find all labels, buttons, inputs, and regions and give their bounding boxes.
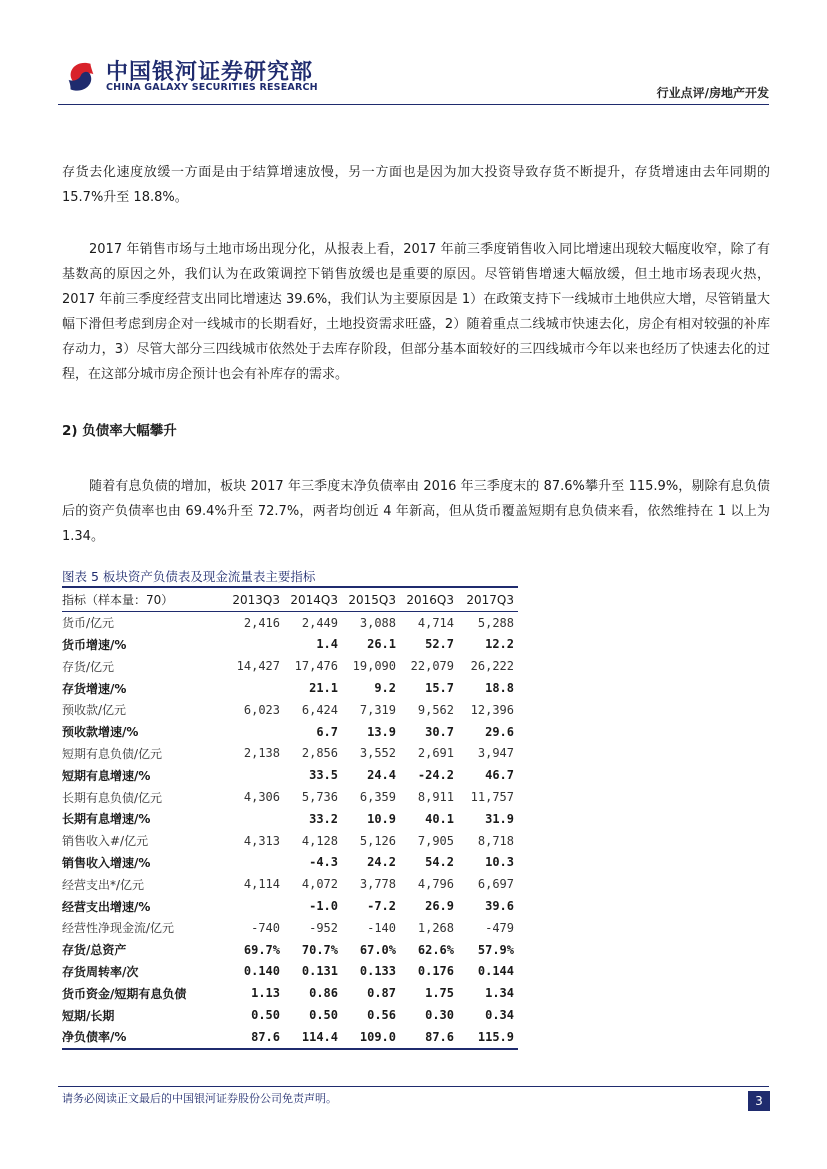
table-cell: 2,416 (243, 615, 280, 630)
page-number: 3 (748, 1091, 770, 1111)
table-cell: 115.9 (458, 1026, 518, 1049)
table-cell: -952 (309, 920, 338, 935)
row-label: 短期有息负债/亿元 (62, 746, 163, 761)
table-row (62, 982, 518, 1004)
table-cell: 7,905 (417, 833, 454, 848)
table-cell: -1.0 (309, 899, 338, 914)
table-cell (224, 808, 284, 830)
table-cell: 109.0 (342, 1026, 400, 1049)
table-row (62, 699, 518, 721)
row-label: 短期/长期 (62, 1008, 115, 1023)
table-cell: 2,691 (417, 746, 454, 761)
table-cell: 3,947 (477, 746, 514, 761)
table-cell: 8,911 (417, 790, 454, 805)
table-cell: 18.8 (485, 681, 514, 696)
table-cell: -4.3 (309, 855, 338, 870)
table-cell: 17,476 (294, 659, 338, 674)
table-row (62, 611, 518, 633)
table-cell: 69.7% (243, 942, 280, 957)
table-cell: 2,856 (301, 746, 338, 761)
table-cell: 31.9 (485, 811, 514, 826)
row-label: 存货增速/% (62, 681, 127, 696)
table-cell: 67.0% (359, 942, 396, 957)
table-cell: -740 (251, 920, 280, 935)
table-cell: 24.2 (367, 855, 396, 870)
table-row (62, 873, 518, 895)
table-cell: 21.1 (309, 681, 338, 696)
table-cell: 10.3 (485, 855, 514, 870)
table-cell (224, 764, 284, 786)
row-label: 存货/亿元 (62, 659, 115, 674)
footer-divider (58, 1086, 769, 1087)
table-cell: 3,778 (359, 877, 396, 892)
footer-disclaimer: 请务必阅读正文最后的中国银河证券股份公司免责声明。 (62, 1092, 337, 1105)
table-row (62, 917, 518, 939)
table-cell (224, 721, 284, 743)
row-label: 长期有息增速/% (62, 812, 151, 827)
table-cell: 0.131 (301, 964, 338, 979)
table-cell: 5,736 (301, 790, 338, 805)
table-cell: 6,023 (243, 702, 280, 717)
table-cell: 62.6% (417, 942, 454, 957)
table-cell: 5,288 (477, 615, 514, 630)
table-cell: 0.140 (243, 964, 280, 979)
table-cell: 6,359 (359, 790, 396, 805)
row-label: 预收款/亿元 (62, 703, 127, 718)
report-category: 行业点评/房地产开发 (656, 86, 769, 100)
table-cell: 0.50 (309, 1008, 338, 1023)
column-header: 2013Q3 (224, 589, 284, 611)
table-cell: 22,079 (410, 659, 454, 674)
table-cell: 4,128 (301, 833, 338, 848)
table-cell: 26,222 (470, 659, 514, 674)
table-cell: 7,319 (359, 702, 396, 717)
table-cell: 6,424 (301, 702, 338, 717)
table-cell: 39.6 (485, 899, 514, 914)
table-row (62, 634, 518, 656)
column-header: 2015Q3 (342, 589, 400, 611)
row-label: 长期有息负债/亿元 (62, 790, 163, 805)
table-cell: 0.86 (309, 986, 338, 1001)
header-divider (58, 104, 769, 105)
table-cell: 5,126 (359, 833, 396, 848)
firm-name: 中国银河证券研究部 (106, 60, 314, 85)
table-cell: 4,114 (243, 877, 280, 892)
table-cell: 0.34 (485, 1008, 514, 1023)
table-cell: 3,552 (359, 746, 396, 761)
table-cell: 4,072 (301, 877, 338, 892)
table-cell: 3,088 (359, 615, 396, 630)
table-cell: 52.7 (425, 637, 454, 652)
table-row (62, 939, 518, 961)
row-label: 经营支出*/亿元 (62, 877, 145, 892)
row-label: 经营性净现金流/亿元 (62, 921, 175, 936)
row-label: 存货周转率/次 (62, 964, 139, 979)
table-cell: 10.9 (367, 811, 396, 826)
column-header: 指标（样本量：70） (62, 589, 224, 611)
table-row (62, 655, 518, 677)
table-cell: 54.2 (425, 855, 454, 870)
table-cell: -479 (485, 920, 514, 935)
table-cell: 57.9% (477, 942, 514, 957)
table-cell: 0.133 (359, 964, 396, 979)
row-label: 货币/亿元 (62, 616, 115, 631)
table-row (62, 895, 518, 917)
table-cell: 24.4 (367, 768, 396, 783)
table-row (62, 743, 518, 765)
table-cell: 30.7 (425, 724, 454, 739)
table-row (62, 808, 518, 830)
table-cell: 1,268 (417, 920, 454, 935)
table-cell: 15.7 (425, 681, 454, 696)
galaxy-logo-icon (62, 58, 100, 96)
row-label: 销售收入#/亿元 (62, 834, 149, 849)
table-cell: 1.75 (425, 986, 454, 1001)
row-label: 预收款增速/% (62, 725, 139, 740)
table-cell: 0.87 (367, 986, 396, 1001)
row-label: 销售收入增速/% (62, 855, 151, 870)
table-cell: 12.2 (485, 637, 514, 652)
table-cell: 114.4 (284, 1026, 342, 1049)
row-label: 经营支出增速/% (62, 899, 151, 914)
table-cell: 9,562 (417, 702, 454, 717)
table-row (62, 1004, 518, 1026)
table-cell: 0.56 (367, 1008, 396, 1023)
table-cell: 0.144 (477, 964, 514, 979)
caption-underline (62, 586, 518, 588)
table-cell: 70.7% (301, 942, 338, 957)
table-cell: 12,396 (470, 702, 514, 717)
table-cell: 0.30 (425, 1008, 454, 1023)
paragraph-inventory: 存货去化速度放缓一方面是由于结算增速放慢，另一方面也是因为加大投资导致存货不断提升，存货增速由去年同期的 15.7%升至 18.8%。 (62, 165, 770, 205)
row-label: 净负债率/% (62, 1026, 224, 1049)
table-row (62, 764, 518, 786)
table-cell: 46.7 (485, 768, 514, 783)
row-label: 货币资金/短期有息负债 (62, 986, 187, 1001)
table-cell: 87.6 (224, 1026, 284, 1049)
table-cell: 2,449 (301, 615, 338, 630)
table-cell: 33.2 (309, 811, 338, 826)
table-cell: 33.5 (309, 768, 338, 783)
table-header-row (62, 589, 518, 611)
table-cell: 4,313 (243, 833, 280, 848)
table-cell: 11,757 (470, 790, 514, 805)
table-cell: -24.2 (417, 768, 454, 783)
table-cell: 4,796 (417, 877, 454, 892)
table-cell: 13.9 (367, 724, 396, 739)
indicator-table (62, 589, 518, 1050)
table-caption: 图表 5 板块资产负债表及现金流量表主要指标 (62, 569, 316, 584)
row-label: 存货/总资产 (62, 943, 127, 958)
table-row (62, 852, 518, 874)
row-label: 货币增速/% (62, 637, 127, 652)
table-row (62, 1026, 518, 1049)
table-cell: 1.4 (316, 637, 338, 652)
paragraph-debt-ratio: 随着有息负债的增加，板块 2017 年三季度末净负债率由 2016 年三季度末的 87.6%攀升至 115.9%，剔除有息负债后的资产负债率也由 69.4%升至 72.7%，两者均创近 4 年新高，但从货币覆盖短期有息负债来看，依然维持在 1 以上为 1.34。 (62, 479, 770, 544)
table-cell (224, 634, 284, 656)
table-cell: 87.6 (400, 1026, 458, 1049)
column-header: 2014Q3 (284, 589, 342, 611)
table-cell: 4,306 (243, 790, 280, 805)
table-cell: 8,718 (477, 833, 514, 848)
table-cell: 2,138 (243, 746, 280, 761)
column-header: 2017Q3 (458, 589, 518, 611)
table-cell: 40.1 (425, 811, 454, 826)
table-cell: 19,090 (352, 659, 396, 674)
table-row (62, 830, 518, 852)
table-cell: -7.2 (367, 899, 396, 914)
table-row (62, 786, 518, 808)
table-cell: 26.1 (367, 637, 396, 652)
table-row (62, 721, 518, 743)
firm-name-english: CHINA GALAXY SECURITIES RESEARCH (106, 82, 318, 93)
table-cell: 6.7 (316, 724, 338, 739)
table-row (62, 677, 518, 699)
table-cell (224, 852, 284, 874)
table-cell (224, 677, 284, 699)
table-cell: 9.2 (374, 681, 396, 696)
table-cell: 1.34 (485, 986, 514, 1001)
table-cell: 0.176 (417, 964, 454, 979)
table-cell: -140 (367, 920, 396, 935)
table-cell: 1.13 (251, 986, 280, 1001)
table-row (62, 961, 518, 983)
paragraph-market-divergence: 2017 年销售市场与土地市场出现分化，从报表上看，2017 年前三季度销售收入同比增速出现较大幅度收窄，除了有基数高的原因之外，我们认为在政策调控下销售放缓也是重要的原因。尽管销售增速大幅放缓，但土地市场表现火热，2017 年前三季度经营支出同比增速达 39.6%，我们认为主要原因是 1）在政策支持下一线城市土地供应大增，尽管销量大幅下滑但考虑到房企对一线城市的长期看好，土地投资需求旺盛，2）随着重点二线城市快速去化，房企有相对较强的补库存动力，3）尽管大部分三四线城市依然处于去库存阶段，但部分基本面较好的三四线城市今年以来也经历了快速去化的过程，在这部分城市房企预计也会有补库存的需求。 (62, 242, 770, 382)
table-cell (224, 895, 284, 917)
table-cell: 14,427 (236, 659, 280, 674)
column-header: 2016Q3 (400, 589, 458, 611)
table-cell: 29.6 (485, 724, 514, 739)
table-cell: 6,697 (477, 877, 514, 892)
row-label: 短期有息增速/% (62, 768, 151, 783)
table-cell: 26.9 (425, 899, 454, 914)
table-cell: 4,714 (417, 615, 454, 630)
section-heading: 2) 负债率大幅攀升 (62, 423, 177, 439)
table-cell: 0.50 (251, 1008, 280, 1023)
